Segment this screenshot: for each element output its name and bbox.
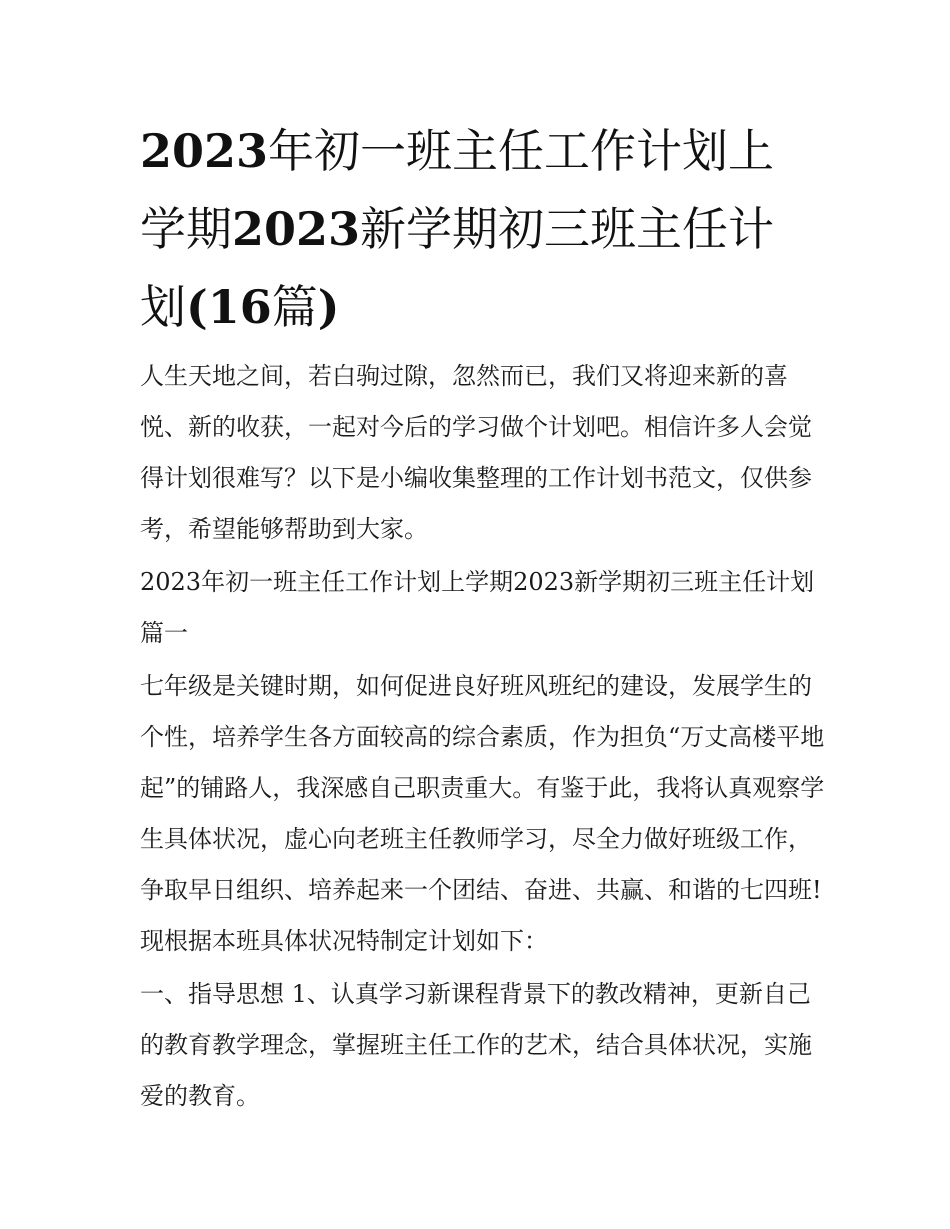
section-heading: 2023年初一班主任工作计划上学期2023新学期初三班主任计划篇一 xyxy=(140,568,815,647)
guiding-thought-paragraph: 一、指导思想 1、认真学习新课程背景下的教改精神，更新自己的教育教学理念，掌握班主任工作的艺术，结合具体状况，实施爱的教育。 xyxy=(140,980,812,1110)
document-title: 2023年初一班主任工作计划上学期2023新学期初三班主任计划(16篇) xyxy=(140,124,775,334)
body-paragraph: 七年级是关键时期，如何促进良好班风班纪的建设，发展学生的个性，培养学生各方面较高的综合素质，作为担负“万丈高楼平地起”的铺路人，我深感自己职责重大。有鉴于此，我将认真观察学生具体状况，虚心向老班主任教师学习，尽全力做好班级工作，争取早日组织、培养起来一个团结、奋进、共赢、和谐的七四班!现根据本班具体状况特制定计划如下： xyxy=(140,672,825,955)
intro-paragraph: 人生天地之间，若白驹过隙，忽然而已，我们又将迎来新的喜悦、新的收获，一起对今后的学习做个计划吧。相信许多人会觉得计划很难写？以下是小编收集整理的工作计划书范文，仅供参考，希望能够帮助到大家。 xyxy=(140,362,812,543)
document-body xyxy=(140,351,830,1124)
